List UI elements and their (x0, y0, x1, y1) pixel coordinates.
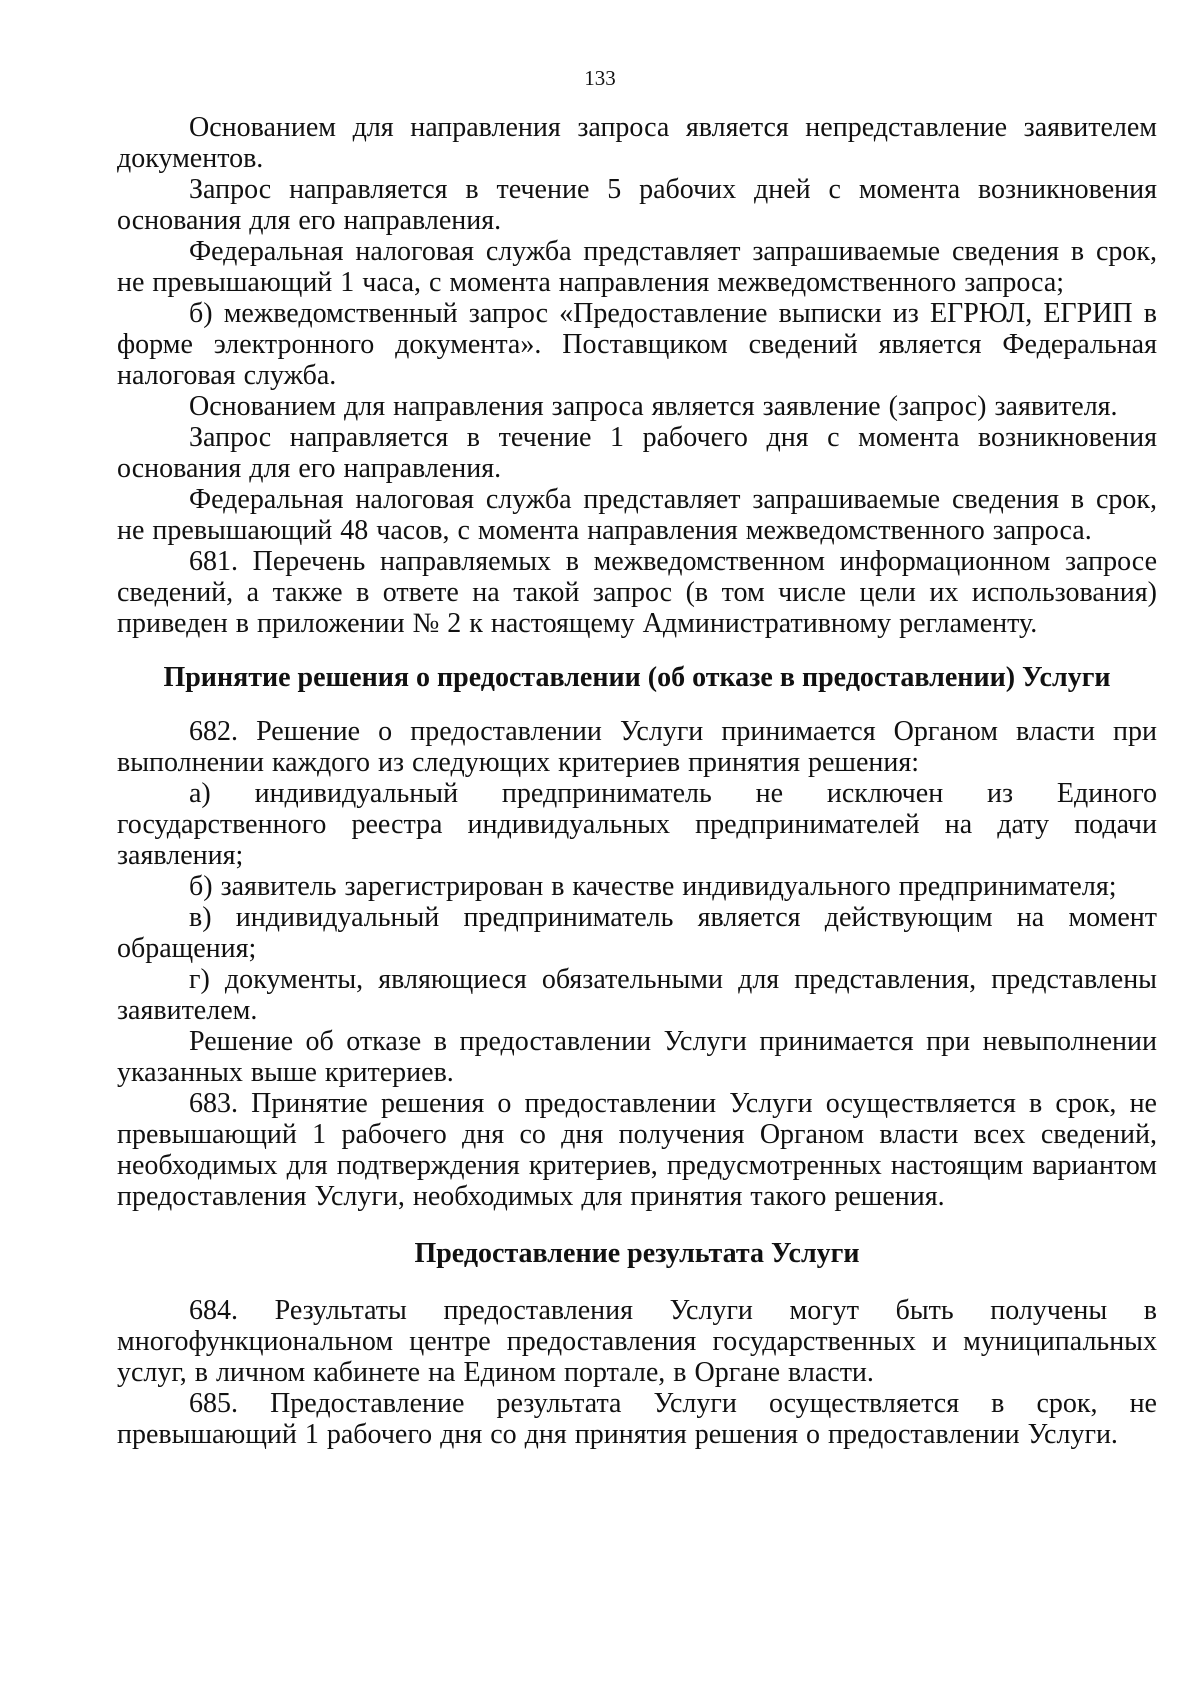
paragraph: Решение об отказе в предоставлении Услуги принимается при невыполнении указанных выше критериев. (117, 1026, 1157, 1088)
paragraph: Основанием для направления запроса является непредставление заявителем документов. (117, 112, 1157, 174)
paragraph: 682. Решение о предоставлении Услуги принимается Органом власти при выполнении каждого из следующих критериев принятия решения: (117, 716, 1157, 778)
paragraph: в) индивидуальный предприниматель является действующим на момент обращения; (117, 902, 1157, 964)
page-number: 133 (584, 66, 616, 90)
paragraph: Федеральная налоговая служба представляет запрашиваемые сведения в срок, не превышающий 48 часов, с момента направления межведомственного запроса. (117, 484, 1157, 546)
section-heading-decision: Принятие решения о предоставлении (об отказе в предоставлении) Услуги (163, 662, 1111, 693)
paragraph: б) межведомственный запрос «Предоставление выписки из ЕГРЮЛ, ЕГРИП в форме электронного документа». Поставщиком сведений является Федеральная налоговая служба. (117, 298, 1157, 391)
paragraph: 684. Результаты предоставления Услуги могут быть получены в многофункциональном центре предоставления государственных и муниципальных услуг, в личном кабинете на Едином портале, в Органе власти. (117, 1295, 1157, 1388)
paragraph: а) индивидуальный предприниматель не исключен из Единого государственного реестра индивидуальных предпринимателей на дату подачи заявления; (117, 778, 1157, 871)
paragraph: Запрос направляется в течение 1 рабочего дня с момента возникновения основания для его направления. (117, 422, 1157, 484)
paragraph: 681. Перечень направляемых в межведомственном информационном запросе сведений, а также в ответе на такой запрос (в том числе цели их использования) приведен в приложении № 2 к настоящему Административному регламенту. (117, 546, 1157, 639)
paragraph: г) документы, являющиеся обязательными для представления, представлены заявителем. (117, 964, 1157, 1026)
document-body (117, 112, 1157, 1450)
paragraph: 685. Предоставление результата Услуги осуществляется в срок, не превышающий 1 рабочего дня со дня принятия решения о предоставлении Услуги. (117, 1388, 1157, 1450)
paragraph: Федеральная налоговая служба представляет запрашиваемые сведения в срок, не превышающий 1 часа, с момента направления межведомственного запроса; (117, 236, 1157, 298)
paragraph: Запрос направляется в течение 5 рабочих дней с момента возникновения основания для его направления. (117, 174, 1157, 236)
paragraph: б) заявитель зарегистрирован в качестве индивидуального предпринимателя; (189, 871, 1117, 902)
section-heading-result: Предоставление результата Услуги (414, 1238, 860, 1269)
paragraph: 683. Принятие решения о предоставлении Услуги осуществляется в срок, не превышающий 1 рабочего дня со дня получения Органом власти всех сведений, необходимых для подтверждения критериев, предусмотренных настоящим вариантом предоставления Услуги, необходимых для принятия такого решения. (117, 1088, 1157, 1212)
paragraph: Основанием для направления запроса является заявление (запрос) заявителя. (189, 391, 1118, 422)
